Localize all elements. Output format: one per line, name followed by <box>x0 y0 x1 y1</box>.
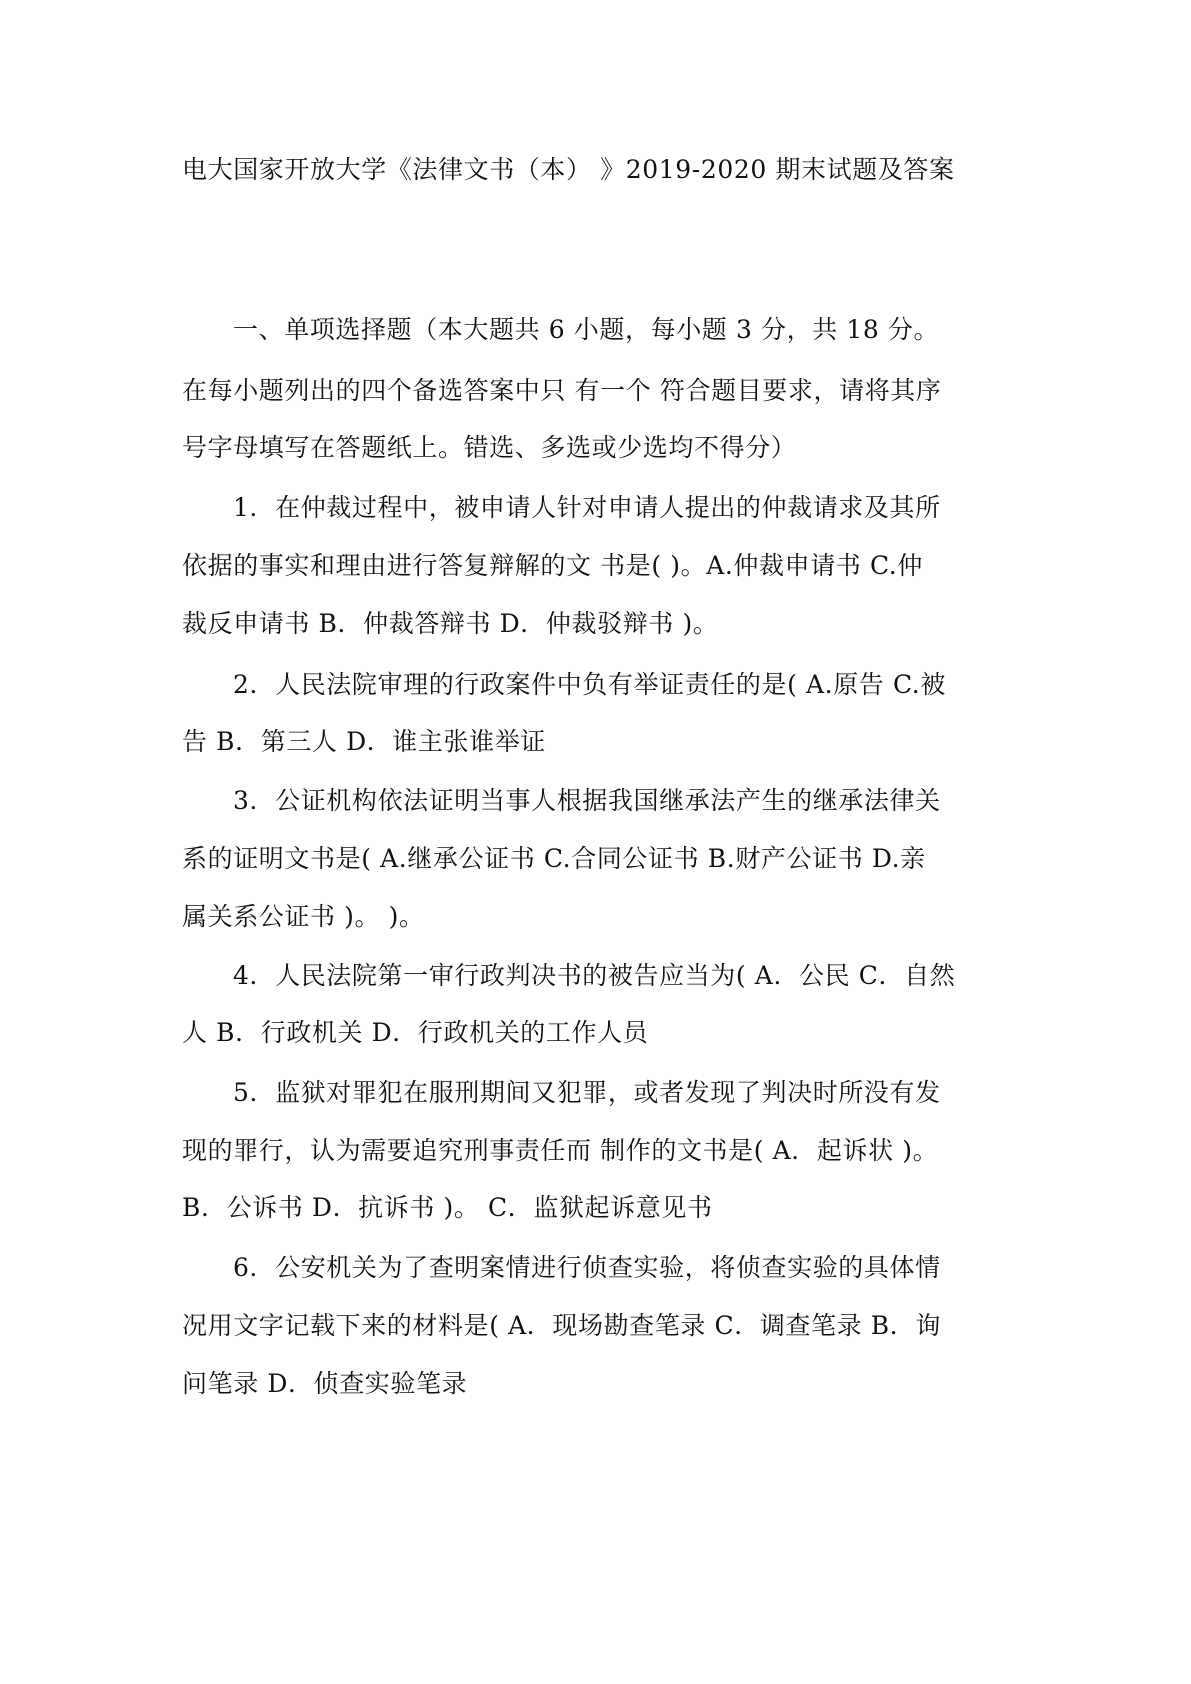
question-6-line-1: 6．公安机关为了查明案情进行侦查实验，将侦查实验的具体情 <box>233 1253 941 1282</box>
section-heading-line-1: 一、单项选择题（本大题共 6 小题，每小题 3 分，共 18 分。 <box>233 315 940 344</box>
question-2-line-2: 告 B．第三人 D．谁主张谁举证 <box>182 727 546 756</box>
question-1-line-3: 裁反申请书 B．仲裁答辩书 D．仲裁驳辩书 )。 <box>182 609 719 638</box>
document-title: 电大国家开放大学《法律文书（本） 》2019-2020 期末试题及答案 <box>182 155 955 184</box>
question-3-line-1: 3．公证机构依法证明当事人根据我国继承法产生的继承法律关 <box>233 786 941 815</box>
section-heading-line-2: 在每小题列出的四个备选答案中只 有一个 符合题目要求，请将其序 <box>182 376 942 405</box>
question-2-line-1: 2．人民法院审理的行政案件中负有举证责任的是( A.原告 C.被 <box>233 670 946 699</box>
question-4-line-1: 4．人民法院第一审行政判决书的被告应当为( A．公民 C．自然 <box>233 961 956 990</box>
question-5-line-2: 现的罪行，认为需要追究刑事责任而 制作的文书是( A．起诉状 )。 <box>182 1136 939 1165</box>
question-6-line-2: 况用文字记载下来的材料是( A．现场勘查笔录 C．调查笔录 B．询 <box>182 1311 941 1340</box>
question-5-line-1: 5．监狱对罪犯在服刑期间又犯罪，或者发现了判决时所没有发 <box>233 1078 941 1107</box>
question-1-line-1: 1．在仲裁过程中，被申请人针对申请人提出的仲裁请求及其所 <box>233 493 941 522</box>
question-5-line-3: B．公诉书 D．抗诉书 )。 C．监狱起诉意见书 <box>182 1193 713 1222</box>
question-3-line-2: 系的证明文书是( A.继承公证书 C.合同公证书 B.财产公证书 D.亲 <box>182 844 926 873</box>
question-3-line-3: 属关系公证书 )。 )。 <box>182 902 425 931</box>
question-4-line-2: 人 B．行政机关 D．行政机关的工作人员 <box>182 1018 649 1047</box>
section-heading-line-3: 号字母填写在答题纸上。错选、多选或少选均不得分） <box>182 433 797 462</box>
question-1-line-2: 依据的事实和理由进行答复辩解的文 书是( )。A.仲裁申请书 C.仲 <box>182 551 923 580</box>
question-6-line-3: 问笔录 D．侦查实验笔录 <box>182 1369 468 1398</box>
